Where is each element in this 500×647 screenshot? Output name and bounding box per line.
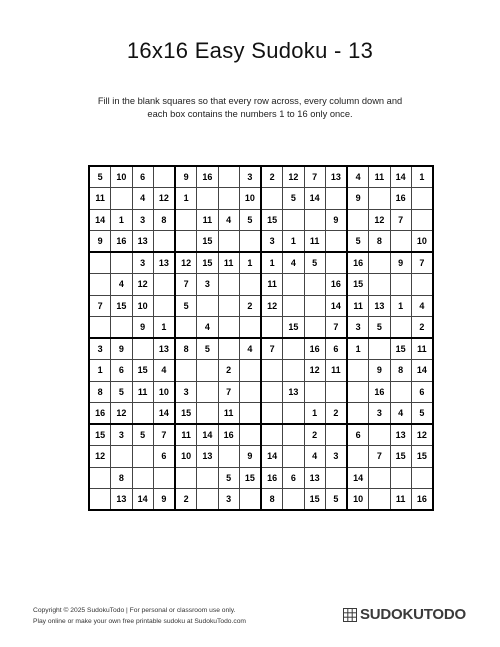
given-cell: 4 (218, 209, 239, 230)
blank-cell[interactable] (390, 381, 411, 402)
page-title: 16x16 Easy Sudoku - 13 (126, 38, 374, 63)
given-cell: 11 (197, 209, 218, 230)
blank-cell[interactable] (239, 230, 261, 252)
given-cell: 2 (175, 488, 197, 510)
given-cell: 4 (411, 295, 433, 316)
given-cell: 1 (283, 230, 304, 252)
given-cell: 15 (283, 316, 304, 338)
given-cell: 1 (390, 295, 411, 316)
given-cell: 14 (153, 402, 175, 424)
brand-logo (343, 606, 466, 623)
blank-cell[interactable] (283, 209, 304, 230)
given-cell: 15 (390, 446, 411, 467)
given-cell: 4 (132, 188, 153, 209)
given-cell: 8 (261, 488, 283, 510)
given-cell: 10 (411, 230, 433, 252)
given-cell: 10 (347, 488, 369, 510)
given-cell: 11 (175, 424, 197, 446)
given-cell: 4 (111, 274, 132, 295)
blank-cell[interactable] (218, 446, 239, 467)
blank-cell[interactable] (218, 230, 239, 252)
given-cell: 4 (283, 252, 304, 274)
blank-cell[interactable] (111, 252, 132, 274)
given-cell: 16 (261, 467, 283, 488)
blank-cell[interactable] (218, 166, 239, 188)
footer (33, 606, 246, 627)
blank-cell[interactable] (304, 209, 325, 230)
given-cell: 12 (111, 402, 132, 424)
given-cell: 14 (89, 209, 111, 230)
given-cell: 9 (175, 166, 197, 188)
given-cell: 4 (197, 316, 218, 338)
given-cell: 9 (347, 188, 369, 209)
given-cell: 7 (325, 316, 347, 338)
blank-cell[interactable] (197, 467, 218, 488)
blank-cell[interactable] (283, 360, 304, 381)
given-cell: 12 (411, 424, 433, 446)
given-cell: 3 (197, 274, 218, 295)
blank-cell[interactable] (197, 488, 218, 510)
given-cell: 9 (369, 360, 390, 381)
given-cell: 3 (111, 424, 132, 446)
given-cell: 7 (153, 424, 175, 446)
blank-cell[interactable] (325, 424, 347, 446)
given-cell: 12 (283, 166, 304, 188)
given-cell: 3 (175, 381, 197, 402)
blank-cell[interactable] (390, 230, 411, 252)
blank-cell[interactable] (175, 230, 197, 252)
grid-row (89, 402, 433, 424)
given-cell: 1 (304, 402, 325, 424)
given-cell: 6 (153, 446, 175, 467)
blank-cell[interactable] (239, 402, 261, 424)
given-cell: 15 (89, 424, 111, 446)
blank-cell[interactable] (304, 274, 325, 295)
given-cell: 16 (89, 402, 111, 424)
given-cell: 5 (89, 166, 111, 188)
grid-row (89, 338, 433, 360)
instructions-line-2: each box contains the numbers 1 to 16 only once. (147, 109, 353, 119)
given-cell: 12 (304, 360, 325, 381)
blank-cell[interactable] (325, 381, 347, 402)
blank-cell[interactable] (304, 381, 325, 402)
blank-cell[interactable] (369, 424, 390, 446)
given-cell: 12 (153, 188, 175, 209)
given-cell: 15 (390, 338, 411, 360)
grid-row (89, 424, 433, 446)
given-cell: 15 (347, 274, 369, 295)
grid-row (89, 488, 433, 510)
given-cell: 10 (239, 188, 261, 209)
grid-row (89, 295, 433, 316)
given-cell: 16 (347, 252, 369, 274)
blank-cell[interactable] (239, 424, 261, 446)
given-cell: 5 (175, 295, 197, 316)
given-cell: 5 (347, 230, 369, 252)
given-cell: 11 (347, 295, 369, 316)
given-cell: 14 (390, 166, 411, 188)
given-cell: 6 (411, 381, 433, 402)
blank-cell[interactable] (153, 295, 175, 316)
blank-cell[interactable] (261, 402, 283, 424)
blank-cell[interactable] (197, 188, 218, 209)
blank-cell[interactable] (369, 252, 390, 274)
given-cell: 10 (132, 295, 153, 316)
blank-cell[interactable] (111, 446, 132, 467)
given-cell: 15 (197, 230, 218, 252)
blank-cell[interactable] (89, 316, 111, 338)
blank-cell[interactable] (153, 274, 175, 295)
given-cell: 4 (153, 360, 175, 381)
blank-cell[interactable] (283, 424, 304, 446)
given-cell: 5 (304, 252, 325, 274)
given-cell: 5 (369, 316, 390, 338)
grid-row (89, 188, 433, 209)
given-cell: 5 (239, 209, 261, 230)
blank-cell[interactable] (283, 488, 304, 510)
given-cell: 3 (369, 402, 390, 424)
blank-cell[interactable] (175, 467, 197, 488)
given-cell: 11 (411, 338, 433, 360)
given-cell: 4 (239, 338, 261, 360)
given-cell: 15 (411, 446, 433, 467)
blank-cell[interactable] (390, 467, 411, 488)
given-cell: 3 (218, 488, 239, 510)
given-cell: 7 (411, 252, 433, 274)
blank-cell[interactable] (369, 338, 390, 360)
given-cell: 10 (153, 381, 175, 402)
given-cell: 11 (218, 252, 239, 274)
given-cell: 9 (111, 338, 132, 360)
given-cell: 14 (325, 295, 347, 316)
given-cell: 2 (261, 166, 283, 188)
blank-cell[interactable] (325, 467, 347, 488)
given-cell: 16 (369, 381, 390, 402)
given-cell: 6 (283, 467, 304, 488)
sudoku-grid (88, 165, 434, 511)
blank-cell[interactable] (111, 188, 132, 209)
given-cell: 15 (132, 360, 153, 381)
blank-cell[interactable] (218, 295, 239, 316)
blank-cell[interactable] (283, 402, 304, 424)
given-cell: 10 (175, 446, 197, 467)
blank-cell[interactable] (175, 316, 197, 338)
blank-cell[interactable] (347, 446, 369, 467)
given-cell: 5 (411, 402, 433, 424)
blank-cell[interactable] (239, 381, 261, 402)
given-cell: 5 (111, 381, 132, 402)
given-cell: 15 (197, 252, 218, 274)
given-cell: 12 (175, 252, 197, 274)
given-cell: 15 (261, 209, 283, 230)
given-cell: 6 (132, 166, 153, 188)
given-cell: 7 (261, 338, 283, 360)
blank-cell[interactable] (261, 360, 283, 381)
instructions (0, 95, 500, 121)
given-cell: 7 (304, 166, 325, 188)
given-cell: 13 (304, 467, 325, 488)
given-cell: 14 (132, 488, 153, 510)
given-cell: 13 (132, 230, 153, 252)
grid-row (89, 274, 433, 295)
grid-row (89, 252, 433, 274)
blank-cell[interactable] (283, 446, 304, 467)
blank-cell[interactable] (175, 209, 197, 230)
blank-cell[interactable] (325, 188, 347, 209)
blank-cell[interactable] (411, 188, 433, 209)
given-cell: 13 (197, 446, 218, 467)
given-cell: 8 (175, 338, 197, 360)
blank-cell[interactable] (261, 316, 283, 338)
given-cell: 8 (153, 209, 175, 230)
instructions-line-1: Fill in the blank squares so that every row across, every column down and (97, 96, 403, 106)
blank-cell[interactable] (369, 467, 390, 488)
blank-cell[interactable] (283, 295, 304, 316)
blank-cell[interactable] (197, 295, 218, 316)
blank-cell[interactable] (411, 209, 433, 230)
given-cell: 3 (239, 166, 261, 188)
given-cell: 12 (132, 274, 153, 295)
blank-cell[interactable] (218, 338, 239, 360)
blank-cell[interactable] (175, 360, 197, 381)
given-cell: 2 (411, 316, 433, 338)
blank-cell[interactable] (369, 274, 390, 295)
blank-cell[interactable] (89, 467, 111, 488)
blank-cell[interactable] (218, 274, 239, 295)
blank-cell[interactable] (369, 188, 390, 209)
blank-cell[interactable] (239, 488, 261, 510)
blank-cell[interactable] (132, 402, 153, 424)
grid-row (89, 446, 433, 467)
grid-row (89, 360, 433, 381)
given-cell: 11 (325, 360, 347, 381)
blank-cell[interactable] (261, 381, 283, 402)
blank-cell[interactable] (111, 316, 132, 338)
blank-cell[interactable] (369, 488, 390, 510)
copyright-text: Copyright © 2025 SudokuTodo | For personal or classroom use only. (33, 607, 236, 614)
given-cell: 16 (411, 488, 433, 510)
given-cell: 9 (239, 446, 261, 467)
blank-cell[interactable] (347, 209, 369, 230)
given-cell: 2 (218, 360, 239, 381)
given-cell: 11 (369, 166, 390, 188)
given-cell: 11 (304, 230, 325, 252)
given-cell: 9 (153, 488, 175, 510)
given-cell: 13 (283, 381, 304, 402)
blank-cell[interactable] (304, 295, 325, 316)
given-cell: 9 (325, 209, 347, 230)
given-cell: 11 (261, 274, 283, 295)
given-cell: 2 (325, 402, 347, 424)
given-cell: 14 (304, 188, 325, 209)
given-cell: 6 (111, 360, 132, 381)
given-cell: 3 (347, 316, 369, 338)
given-cell: 1 (111, 209, 132, 230)
given-cell: 11 (89, 188, 111, 209)
given-cell: 13 (369, 295, 390, 316)
given-cell: 13 (111, 488, 132, 510)
blank-cell[interactable] (218, 188, 239, 209)
given-cell: 14 (411, 360, 433, 381)
grid-row (89, 209, 433, 230)
given-cell: 14 (347, 467, 369, 488)
given-cell: 3 (261, 230, 283, 252)
given-cell: 5 (325, 488, 347, 510)
given-cell: 4 (347, 166, 369, 188)
blank-cell[interactable] (411, 274, 433, 295)
given-cell: 1 (411, 166, 433, 188)
given-cell: 8 (89, 381, 111, 402)
given-cell: 4 (304, 446, 325, 467)
blank-cell[interactable] (304, 316, 325, 338)
blank-cell[interactable] (261, 424, 283, 446)
given-cell: 8 (390, 360, 411, 381)
blank-cell[interactable] (239, 274, 261, 295)
grid-row (89, 166, 433, 188)
blank-cell[interactable] (218, 316, 239, 338)
blank-cell[interactable] (132, 338, 153, 360)
given-cell: 4 (390, 402, 411, 424)
blank-cell[interactable] (89, 274, 111, 295)
blank-cell[interactable] (153, 166, 175, 188)
blank-cell[interactable] (325, 230, 347, 252)
blank-cell[interactable] (153, 467, 175, 488)
given-cell: 6 (325, 338, 347, 360)
promo-text: Play online or make your own free printable sudoku at SudokuTodo.com (33, 617, 247, 625)
given-cell: 5 (283, 188, 304, 209)
given-cell: 9 (132, 316, 153, 338)
blank-cell[interactable] (347, 360, 369, 381)
given-cell: 3 (89, 338, 111, 360)
given-cell: 11 (390, 488, 411, 510)
blank-cell[interactable] (89, 252, 111, 274)
given-cell: 15 (111, 295, 132, 316)
given-cell: 7 (175, 274, 197, 295)
given-cell: 15 (239, 467, 261, 488)
given-cell: 7 (218, 381, 239, 402)
given-cell: 7 (390, 209, 411, 230)
given-cell: 8 (111, 467, 132, 488)
given-cell: 12 (89, 446, 111, 467)
given-cell: 2 (239, 295, 261, 316)
blank-cell[interactable] (347, 402, 369, 424)
blank-cell[interactable] (390, 316, 411, 338)
given-cell: 14 (261, 446, 283, 467)
given-cell: 6 (347, 424, 369, 446)
given-cell: 5 (218, 467, 239, 488)
given-cell: 3 (325, 446, 347, 467)
given-cell: 8 (369, 230, 390, 252)
given-cell: 2 (304, 424, 325, 446)
blank-cell[interactable] (197, 360, 218, 381)
given-cell: 13 (153, 252, 175, 274)
given-cell: 15 (304, 488, 325, 510)
given-cell: 5 (197, 338, 218, 360)
blank-cell[interactable] (153, 230, 175, 252)
given-cell: 3 (132, 209, 153, 230)
blank-cell[interactable] (325, 252, 347, 274)
blank-cell[interactable] (261, 188, 283, 209)
given-cell: 7 (369, 446, 390, 467)
blank-cell[interactable] (283, 338, 304, 360)
given-cell: 13 (153, 338, 175, 360)
given-cell: 16 (111, 230, 132, 252)
given-cell: 9 (390, 252, 411, 274)
given-cell: 7 (89, 295, 111, 316)
grid-row (89, 316, 433, 338)
blank-cell[interactable] (347, 381, 369, 402)
blank-cell[interactable] (411, 467, 433, 488)
blank-cell[interactable] (239, 316, 261, 338)
given-cell: 15 (175, 402, 197, 424)
given-cell: 1 (89, 360, 111, 381)
blank-cell[interactable] (132, 446, 153, 467)
given-cell: 16 (304, 338, 325, 360)
grid-row (89, 381, 433, 402)
given-cell: 10 (111, 166, 132, 188)
given-cell: 16 (218, 424, 239, 446)
grid-logo-icon (343, 608, 357, 622)
given-cell: 9 (89, 230, 111, 252)
given-cell: 3 (132, 252, 153, 274)
given-cell: 16 (390, 188, 411, 209)
blank-cell[interactable] (132, 467, 153, 488)
given-cell: 12 (261, 295, 283, 316)
logo-text: SUDOKUTODO (359, 606, 466, 623)
given-cell: 13 (325, 166, 347, 188)
given-cell: 1 (261, 252, 283, 274)
given-cell: 11 (132, 381, 153, 402)
given-cell: 12 (369, 209, 390, 230)
given-cell: 13 (390, 424, 411, 446)
given-cell: 1 (175, 188, 197, 209)
given-cell: 16 (325, 274, 347, 295)
blank-cell[interactable] (239, 360, 261, 381)
blank-cell[interactable] (89, 488, 111, 510)
given-cell: 11 (218, 402, 239, 424)
given-cell: 1 (153, 316, 175, 338)
blank-cell[interactable] (197, 381, 218, 402)
given-cell: 1 (347, 338, 369, 360)
grid-row (89, 467, 433, 488)
grid-row (89, 230, 433, 252)
given-cell: 16 (197, 166, 218, 188)
given-cell: 14 (197, 424, 218, 446)
blank-cell[interactable] (197, 402, 218, 424)
blank-cell[interactable] (283, 274, 304, 295)
given-cell: 5 (132, 424, 153, 446)
given-cell: 1 (239, 252, 261, 274)
blank-cell[interactable] (390, 274, 411, 295)
